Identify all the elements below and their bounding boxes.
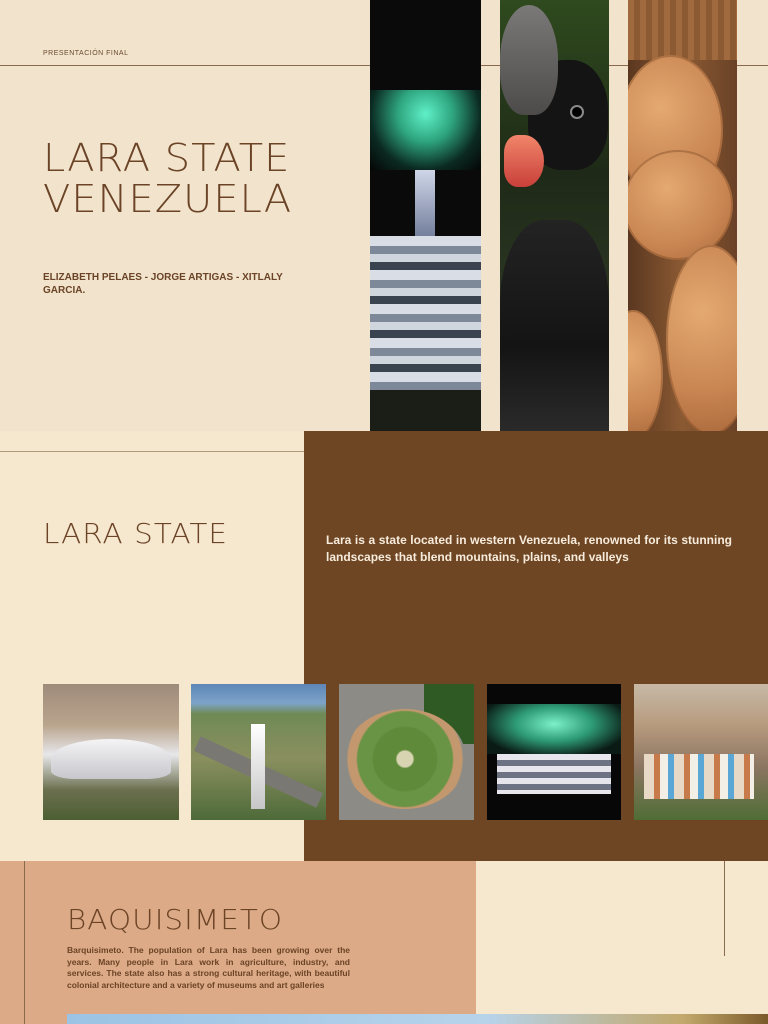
- authors-text: ELIZABETH PELAES - JORGE ARTIGAS - XITLALY GARCIA.: [43, 272, 283, 296]
- title-line-1: LARA STATE: [43, 136, 291, 180]
- city-blocks: [644, 754, 754, 799]
- stadium-roof-glow: [487, 704, 621, 754]
- sky-photo-strip: [67, 1014, 768, 1024]
- page-title: [43, 138, 292, 220]
- stadium-building: [370, 236, 481, 396]
- stadium-building: [497, 754, 611, 794]
- section-rule: [0, 451, 304, 452]
- section-description: Lara is a state located in western Venezuela, renowned for its stunning landscapes that blend mountains, plains, and valleys: [326, 533, 732, 564]
- cookie: [628, 150, 733, 260]
- thumbnail-stadium-night: [487, 684, 621, 820]
- wooden-board: [628, 0, 737, 60]
- lara-state-slide: [0, 431, 768, 861]
- vertical-rule-right: [724, 861, 725, 956]
- bird-beak: [504, 135, 544, 187]
- baquisimeto-slide: [0, 861, 768, 1024]
- stadium-roof-glow: [370, 90, 481, 170]
- garden-roundabout: [344, 709, 466, 809]
- stadium-ground: [370, 390, 481, 431]
- section-heading: LARA STATE: [43, 517, 229, 550]
- obelisk: [251, 724, 265, 809]
- thumbnail-roundabout: [339, 684, 474, 820]
- thumbnail-monument: [191, 684, 326, 820]
- vertical-rule-left: [24, 861, 25, 1024]
- dome-building: [51, 739, 171, 779]
- cookie: [628, 310, 663, 431]
- thumbnail-cityscape: [634, 684, 768, 820]
- bird-eye: [570, 105, 584, 119]
- tan-panel: [0, 861, 476, 1024]
- stadium-tower: [415, 170, 435, 240]
- kicker-label: PRESENTACIÓN FINAL: [43, 50, 129, 57]
- thumbnail-city-dome: [43, 684, 179, 820]
- stadium-photo: [370, 0, 481, 431]
- title-slide: [0, 0, 768, 431]
- bird-body: [500, 220, 609, 431]
- bird-casque: [500, 5, 558, 115]
- section-description: Barquisimeto. The population of Lara has been growing over the years. Many people in Lara work in agriculture, industry, and services. The state also has a strong cultural heritage, with beautiful colonial architecture and a variety of museums and art galleries: [67, 945, 350, 990]
- section-heading: BAQUISIMETO: [67, 903, 284, 936]
- cookie: [666, 245, 737, 431]
- bird-photo: [500, 0, 609, 431]
- cookies-photo: [628, 0, 737, 431]
- title-line-2: VENEZUELA: [43, 177, 293, 221]
